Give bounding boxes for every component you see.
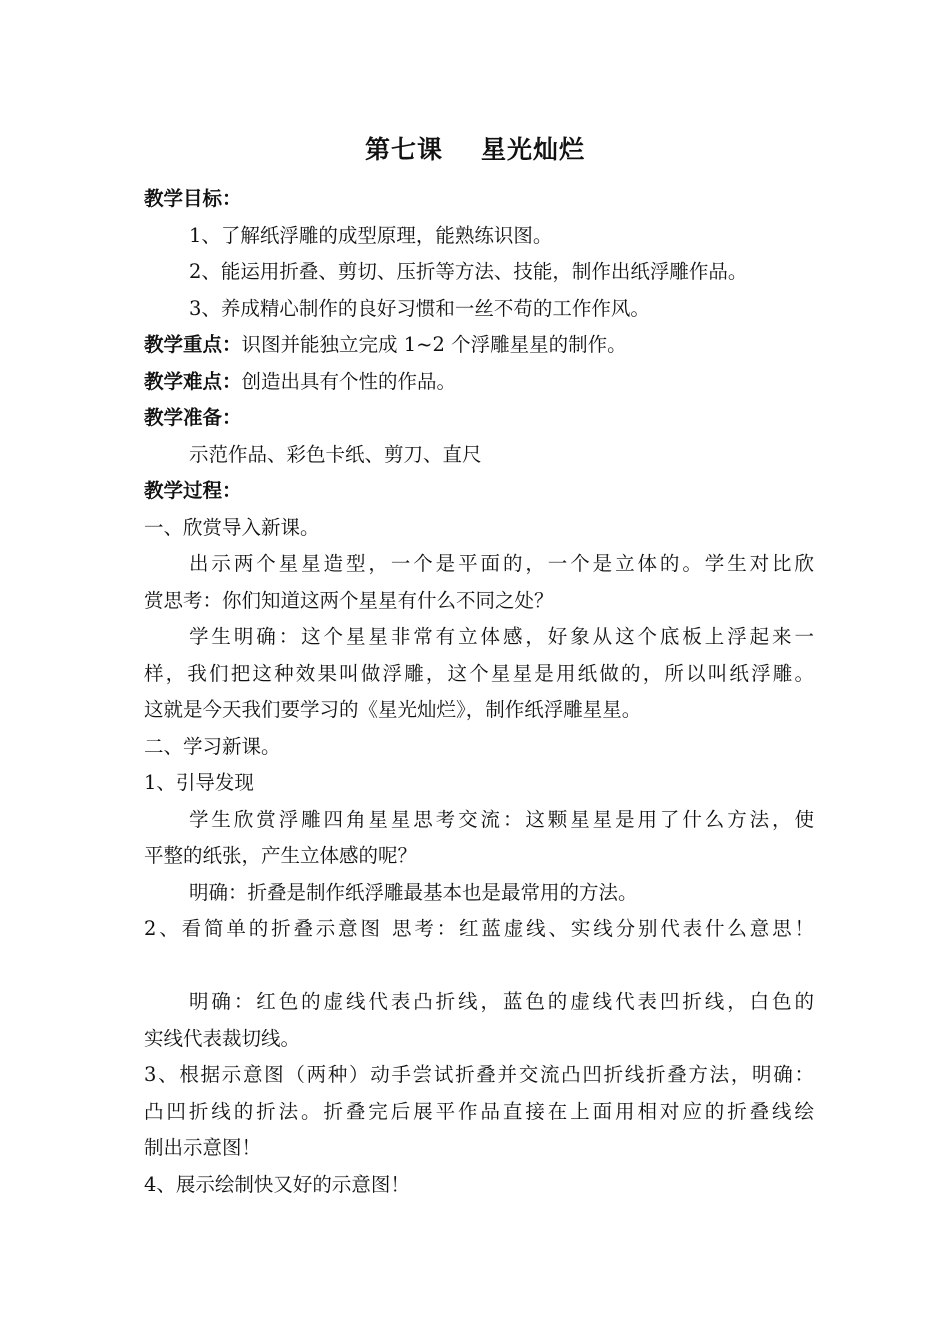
objectives-heading: 教学目标：	[144, 187, 242, 210]
objective-item: 3、养成精心制作的良好习惯和一丝不苟的工作作风。	[189, 296, 650, 320]
lesson-name: 星光灿烂	[481, 135, 586, 164]
difficulty-row	[144, 364, 814, 401]
paragraph-line: 实线代表裁切线。	[144, 1026, 301, 1050]
objective-item: 1、了解纸浮雕的成型原理，能熟练识图。	[189, 223, 553, 247]
blank-line	[144, 948, 814, 985]
subsection-heading: 1、引导发现	[144, 771, 254, 794]
lesson-number: 第七课	[364, 135, 443, 164]
difficulty-text: 创造出具有个性的作品。	[241, 369, 457, 393]
paragraph-line: 制出示意图！	[144, 1136, 262, 1159]
preparation-heading: 教学准备：	[144, 406, 242, 429]
paragraph-line: 这就是今天我们要学习的《星光灿烂》，制作纸浮雕星星。	[144, 698, 642, 721]
lesson-title	[0, 128, 950, 172]
preparation-text: 示范作品、彩色卡纸、剪刀、直尺	[189, 442, 482, 466]
section-heading: 二、学习新课。	[144, 734, 281, 758]
paragraph-line: 赏思考：你们知道这两个星星有什么不同之处？	[144, 588, 554, 612]
key-point-heading: 教学重点：	[144, 333, 242, 356]
process-heading: 教学过程：	[144, 479, 242, 502]
paragraph-line: 学生明确：这个星星非常有立体感，好象从这个底板上浮起来一	[189, 625, 814, 648]
paragraph-line: 明确：折叠是制作纸浮雕最基本也是最常用的方法。	[189, 880, 638, 904]
paragraph-line: 出示两个星星造型，一个是平面的，一个是立体的。学生对比欣	[189, 552, 814, 575]
key-point-text: 识图并能独立完成 1~2 个浮雕星星的制作。	[241, 333, 627, 356]
section-heading: 一、欣赏导入新课。	[144, 515, 320, 539]
subsection-heading: 4、展示绘制快又好的示意图！	[144, 1172, 410, 1196]
paragraph-line: 明确：红色的虚线代表凸折线，蓝色的虚线代表凹折线，白色的	[189, 990, 814, 1013]
objective-item: 2、能运用折叠、剪切、压折等方法、技能，制作出纸浮雕作品。	[189, 260, 748, 283]
subsection-heading: 3、根据示意图（两种）动手尝试折叠并交流凸凹折线折叠方法，明确：	[144, 1063, 814, 1086]
paragraph-line: 平整的纸张，产生立体感的呢？	[144, 844, 418, 867]
subsection-heading: 2、看简单的折叠示意图 思考：红蓝虚线、实线分别代表什么意思！	[144, 917, 814, 940]
paragraph-line: 样，我们把这种效果叫做浮雕，这个星星是用纸做的，所以叫纸浮雕。	[144, 661, 814, 685]
lesson-body	[144, 181, 814, 1203]
difficulty-heading: 教学难点：	[144, 369, 242, 393]
paragraph-line: 学生欣赏浮雕四角星星思考交流：这颗星星是用了什么方法，使	[189, 807, 814, 831]
paragraph-line: 凸凹折线的折法。折叠完后展平作品直接在上面用相对应的折叠线绘	[144, 1099, 814, 1123]
key-point-row	[144, 327, 814, 364]
